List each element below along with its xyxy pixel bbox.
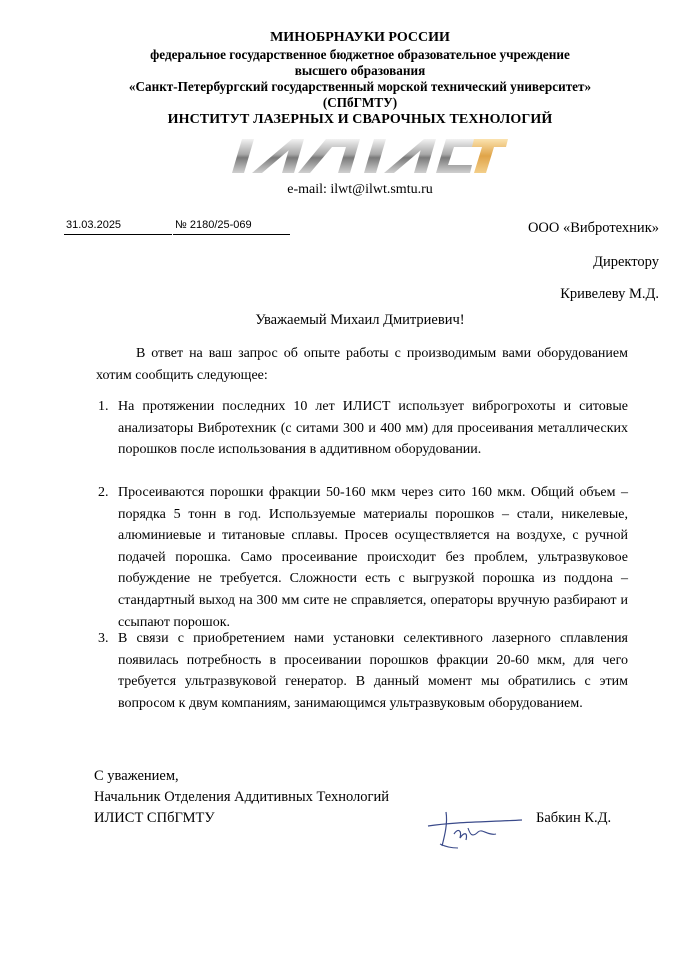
intro-paragraph: В ответ на ваш запрос об опыте работы с производимым вами оборудованием хотим сообщить следующее: [96, 346, 628, 383]
salutation: Уважаемый Михаил Дмитриевич! [255, 312, 465, 328]
ilist-logo [228, 133, 508, 183]
recipient-position: Директору [593, 254, 659, 270]
signer-name: Бабкин К.Д. [536, 810, 612, 826]
signer-title: Начальник Отделения Аддитивных Технологий [94, 789, 390, 805]
regards: С уважением, [94, 768, 179, 784]
letter-date: 31.03.2025 [66, 219, 122, 231]
letter-number: № 2180/25-069 [175, 219, 252, 231]
ministry-title: МИНОБРНАУКИ РОССИИ [270, 30, 450, 45]
institute-name: ИНСТИТУТ ЛАЗЕРНЫХ И СВАРОЧНЫХ ТЕХНОЛОГИЙ [167, 112, 553, 127]
item-3-number: 3. [98, 631, 109, 646]
item-2-text: Просеиваются порошки фракции 50-160 мкм через сито 160 мкм. Общий объем – порядка 5 тонн в год. Используемые материалы порошков – стали, никелевые, алюминиевые и титановые сплавы. Просев осуществляется на воздухе, с ручной подачей порошка. Само просеивание происходит без проблем, ультразвуковое побуждение не требуется. Сложности есть с выгрузкой порошка из поддона – стандартный выход на 300 мм сите не справляется, операторы вручную разбирают и ссыпают порошок. [118, 485, 628, 630]
org-line-2: высшего образования [294, 63, 426, 78]
institute-email: e-mail: ilwt@ilwt.smtu.ru [287, 182, 433, 197]
item-1-text: На протяжении последних 10 лет ИЛИСТ использует виброгрохоты и ситовые анализаторы Вибротехник (с ситами 300 и 400 мм) для просеивания металлических порошков после использования в аддитивном оборудовании. [118, 399, 628, 458]
item-1-number: 1. [98, 399, 109, 414]
date-underline [64, 233, 172, 235]
item-2-number: 2. [98, 485, 109, 500]
number-underline [173, 233, 290, 235]
university-name: «Санкт-Петербургский государственный морской технический университет» [128, 79, 592, 94]
university-abbr: (СПбГМТУ) [322, 95, 398, 110]
handwritten-signature [424, 804, 524, 850]
recipient-name: Кривелеву М.Д. [560, 286, 659, 302]
item-3-text: В связи с приобретением нами установки селективного лазерного сплавления появилась потребность в просеивании порошков фракции 20-60 мкм, для чего требуется ультразвуковой генератор. В данный момент мы обратились с этим вопросом к двум компаниям, занимающимся ультразвуковым оборудованием. [118, 631, 628, 711]
recipient-company: ООО «Вибротехник» [527, 220, 659, 236]
signer-org: ИЛИСТ СПбГМТУ [94, 810, 215, 826]
org-line-1: федеральное государственное бюджетное образовательное учреждение [150, 47, 570, 62]
